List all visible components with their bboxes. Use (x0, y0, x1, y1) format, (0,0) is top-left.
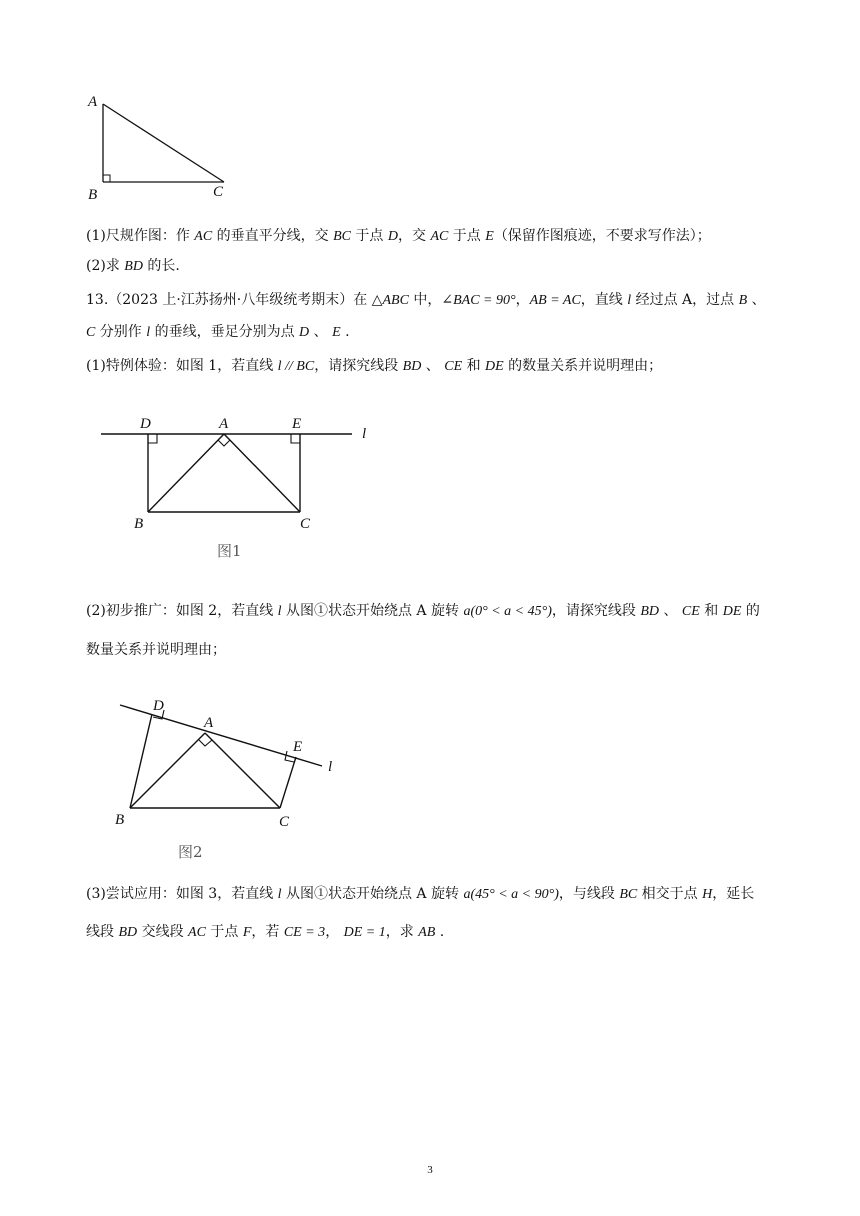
q13-part3-cont: 线段 BD 交线段 AC 于点 F，若 CE = 3， DE = 1，求 AB . (86, 924, 445, 940)
label-b: B (134, 516, 144, 532)
label-b: B (115, 812, 125, 828)
q13-part3: (3)尝试应用：如图 3，若直线 l 从图①状态开始绕点 A 旋转 a(45° < a < 90°)，与线段 BC 相交于点 H，延长 (86, 886, 755, 902)
label-l: l (328, 759, 333, 775)
q13-stem-line2: C 分别作 l 的垂线，垂足分别为点 D 、 E . (86, 324, 350, 340)
line-l (120, 705, 322, 766)
label-b: B (88, 187, 98, 203)
label-e: E (293, 739, 303, 755)
right-angle-a (199, 740, 212, 746)
q13-part2: (2)初步推广：如图 2，若直线 l 从图①状态开始绕点 A 旋转 a(0° < a < 45°)，请探究线段 BD 、 CE 和 DE 的 (86, 603, 760, 619)
q13-stem-line1: 13.（2023 上·江苏扬州·八年级统考期末）在 △ABC 中，∠BAC = 90°，AB = AC，直线 l 经过点 A，过点 B 、 (86, 292, 766, 308)
label-l: l (362, 426, 367, 442)
label-c: C (300, 516, 311, 532)
q12-part2: (2)求 BD 的长. (86, 258, 180, 274)
figure-2-caption: 图2 (178, 843, 203, 861)
label-d: D (153, 698, 164, 714)
label-c: C (279, 814, 290, 830)
q13-part2-cont: 数量关系并说明理由； (86, 642, 226, 658)
segment-ac (205, 733, 280, 808)
label-a: A (219, 416, 229, 432)
q13-part1: (1)特例体验：如图 1，若直线 l // BC，请探究线段 BD 、 CE 和 DE 的数量关系并说明理由； (86, 358, 663, 374)
label-a: A (204, 715, 214, 731)
q12-part1: (1)尺规作图：作 AC 的垂直平分线，交 BC 于点 D，交 AC 于点 E（保留作图痕迹，不要求写作法）； (86, 228, 711, 244)
segment-bd (130, 714, 152, 808)
segment-ab (130, 733, 205, 808)
label-c: C (213, 184, 224, 200)
label-d: D (140, 416, 151, 432)
segment-ce (280, 757, 296, 808)
label-e: E (292, 416, 302, 432)
label-a: A (88, 94, 98, 110)
figure-1-caption: 图1 (217, 542, 242, 560)
page-number: 3 (427, 1164, 433, 1176)
